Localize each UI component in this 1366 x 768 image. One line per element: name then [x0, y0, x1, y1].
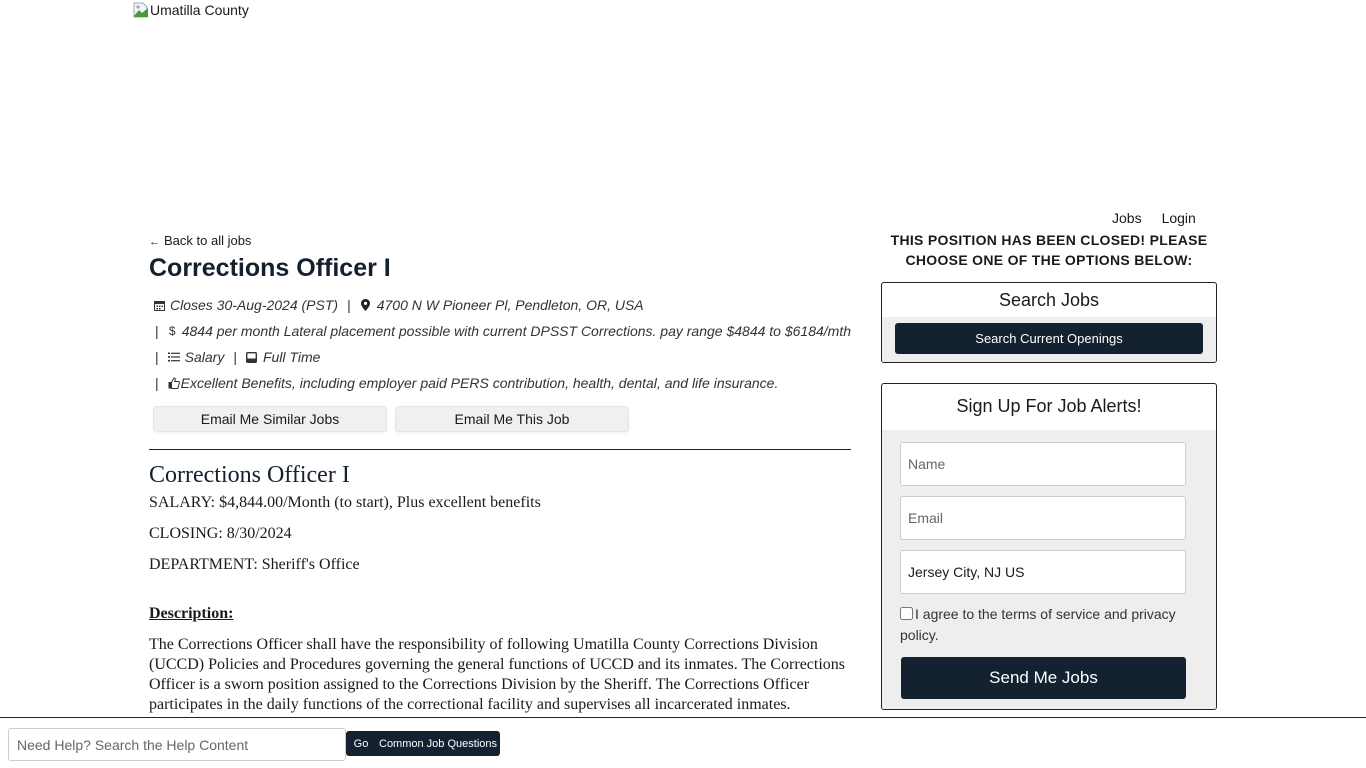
pay-description: 4844 per month Lateral placement possible with current DPSST Corrections. pay range $4844 to $6184/mth	[181, 323, 851, 339]
pay-type: Salary	[184, 349, 225, 365]
location-pin-icon	[360, 299, 372, 311]
search-jobs-title: Search Jobs	[998, 290, 1100, 310]
job-description	[149, 460, 851, 715]
job-meta	[149, 292, 851, 396]
terms-label: I agree to the terms of service and privacy policy.	[900, 606, 1176, 643]
dollar-icon: $	[168, 324, 176, 338]
email-buttons	[153, 406, 851, 432]
job-location: 4700 N W Pioneer Pl, Pendleton, OR, USA	[376, 297, 644, 313]
email-this-job-button[interactable]: Email Me This Job	[395, 406, 629, 432]
name-input[interactable]	[900, 442, 1186, 486]
department-line: DEPARTMENT: Sheriff's Office	[149, 556, 360, 573]
nav-login-link[interactable]: Login	[1161, 210, 1196, 226]
nav-jobs-link[interactable]: Jobs	[1112, 210, 1142, 226]
terms-checkbox[interactable]	[900, 607, 913, 620]
help-search-input[interactable]	[8, 728, 346, 761]
terms-agreement	[900, 604, 1186, 646]
meta-row-type	[149, 344, 851, 370]
search-jobs-body	[882, 317, 1216, 362]
closing-line: CLOSING: 8/30/2024	[149, 525, 292, 542]
meta-row-pay	[149, 318, 851, 344]
calendar-icon	[153, 299, 165, 311]
send-me-jobs-button[interactable]: Send Me Jobs	[901, 657, 1186, 699]
back-link-label: Back to all jobs	[164, 233, 252, 248]
description-section-label: Description:	[149, 605, 234, 622]
back-to-jobs-link[interactable]	[149, 233, 251, 251]
help-footer	[0, 717, 1366, 768]
location-input[interactable]	[900, 550, 1186, 594]
job-alerts-form	[882, 430, 1216, 709]
email-similar-jobs-button[interactable]: Email Me Similar Jobs	[153, 406, 387, 432]
meta-separator: |	[155, 375, 159, 391]
help-go-button[interactable]: Go	[346, 731, 376, 756]
briefcase-icon	[246, 351, 258, 363]
meta-separator: |	[233, 349, 237, 365]
meta-separator: |	[155, 349, 159, 365]
broken-image-icon	[133, 2, 149, 18]
company-logo[interactable]	[133, 2, 249, 18]
meta-row-benefits	[149, 370, 851, 396]
search-jobs-card	[881, 282, 1217, 363]
description-heading: Corrections Officer I	[149, 462, 350, 488]
meta-separator: |	[347, 297, 351, 313]
common-job-questions-button[interactable]: Common Job Questions	[376, 731, 500, 756]
email-input[interactable]	[900, 496, 1186, 540]
salary-line: SALARY: $4,844.00/Month (to start), Plus excellent benefits	[149, 494, 541, 511]
job-alerts-title: Sign Up For Job Alerts!	[956, 396, 1142, 416]
section-divider	[149, 449, 851, 450]
list-icon	[168, 351, 180, 363]
logo-alt-text: Umatilla County	[150, 2, 249, 18]
benefits-text: Excellent Benefits, including employer paid PERS contribution, health, dental, and life insurance.	[180, 375, 779, 391]
sidebar	[881, 230, 1217, 710]
meta-row-dates-location	[149, 292, 851, 318]
job-title: Corrections Officer I	[149, 254, 391, 282]
meta-separator: |	[155, 323, 159, 339]
position-closed-notice: THIS POSITION HAS BEEN CLOSED! PLEASE CHOOSE ONE OF THE OPTIONS BELOW:	[890, 232, 1208, 268]
job-detail	[149, 232, 851, 727]
closing-date: Closes 30-Aug-2024 (PST)	[170, 297, 339, 313]
description-body: The Corrections Officer shall have the responsibility of following Umatilla County Corrections Division (UCCD) Policies and Procedures governing the general functions of UCCD and its inmates. The Corrections Officer is a sworn position assigned to the Corrections Division by the Sheriff. The Corrections Officer participates in the daily functions of the correctional facility and supervises all incarcerated inmates.	[149, 636, 846, 713]
thumbs-up-icon	[168, 377, 180, 389]
employment-type: Full Time	[262, 349, 321, 365]
job-alerts-card	[881, 383, 1217, 710]
search-current-openings-button[interactable]: Search Current Openings	[895, 323, 1203, 354]
top-nav	[1112, 210, 1196, 226]
arrow-left-icon: ←	[149, 236, 160, 248]
